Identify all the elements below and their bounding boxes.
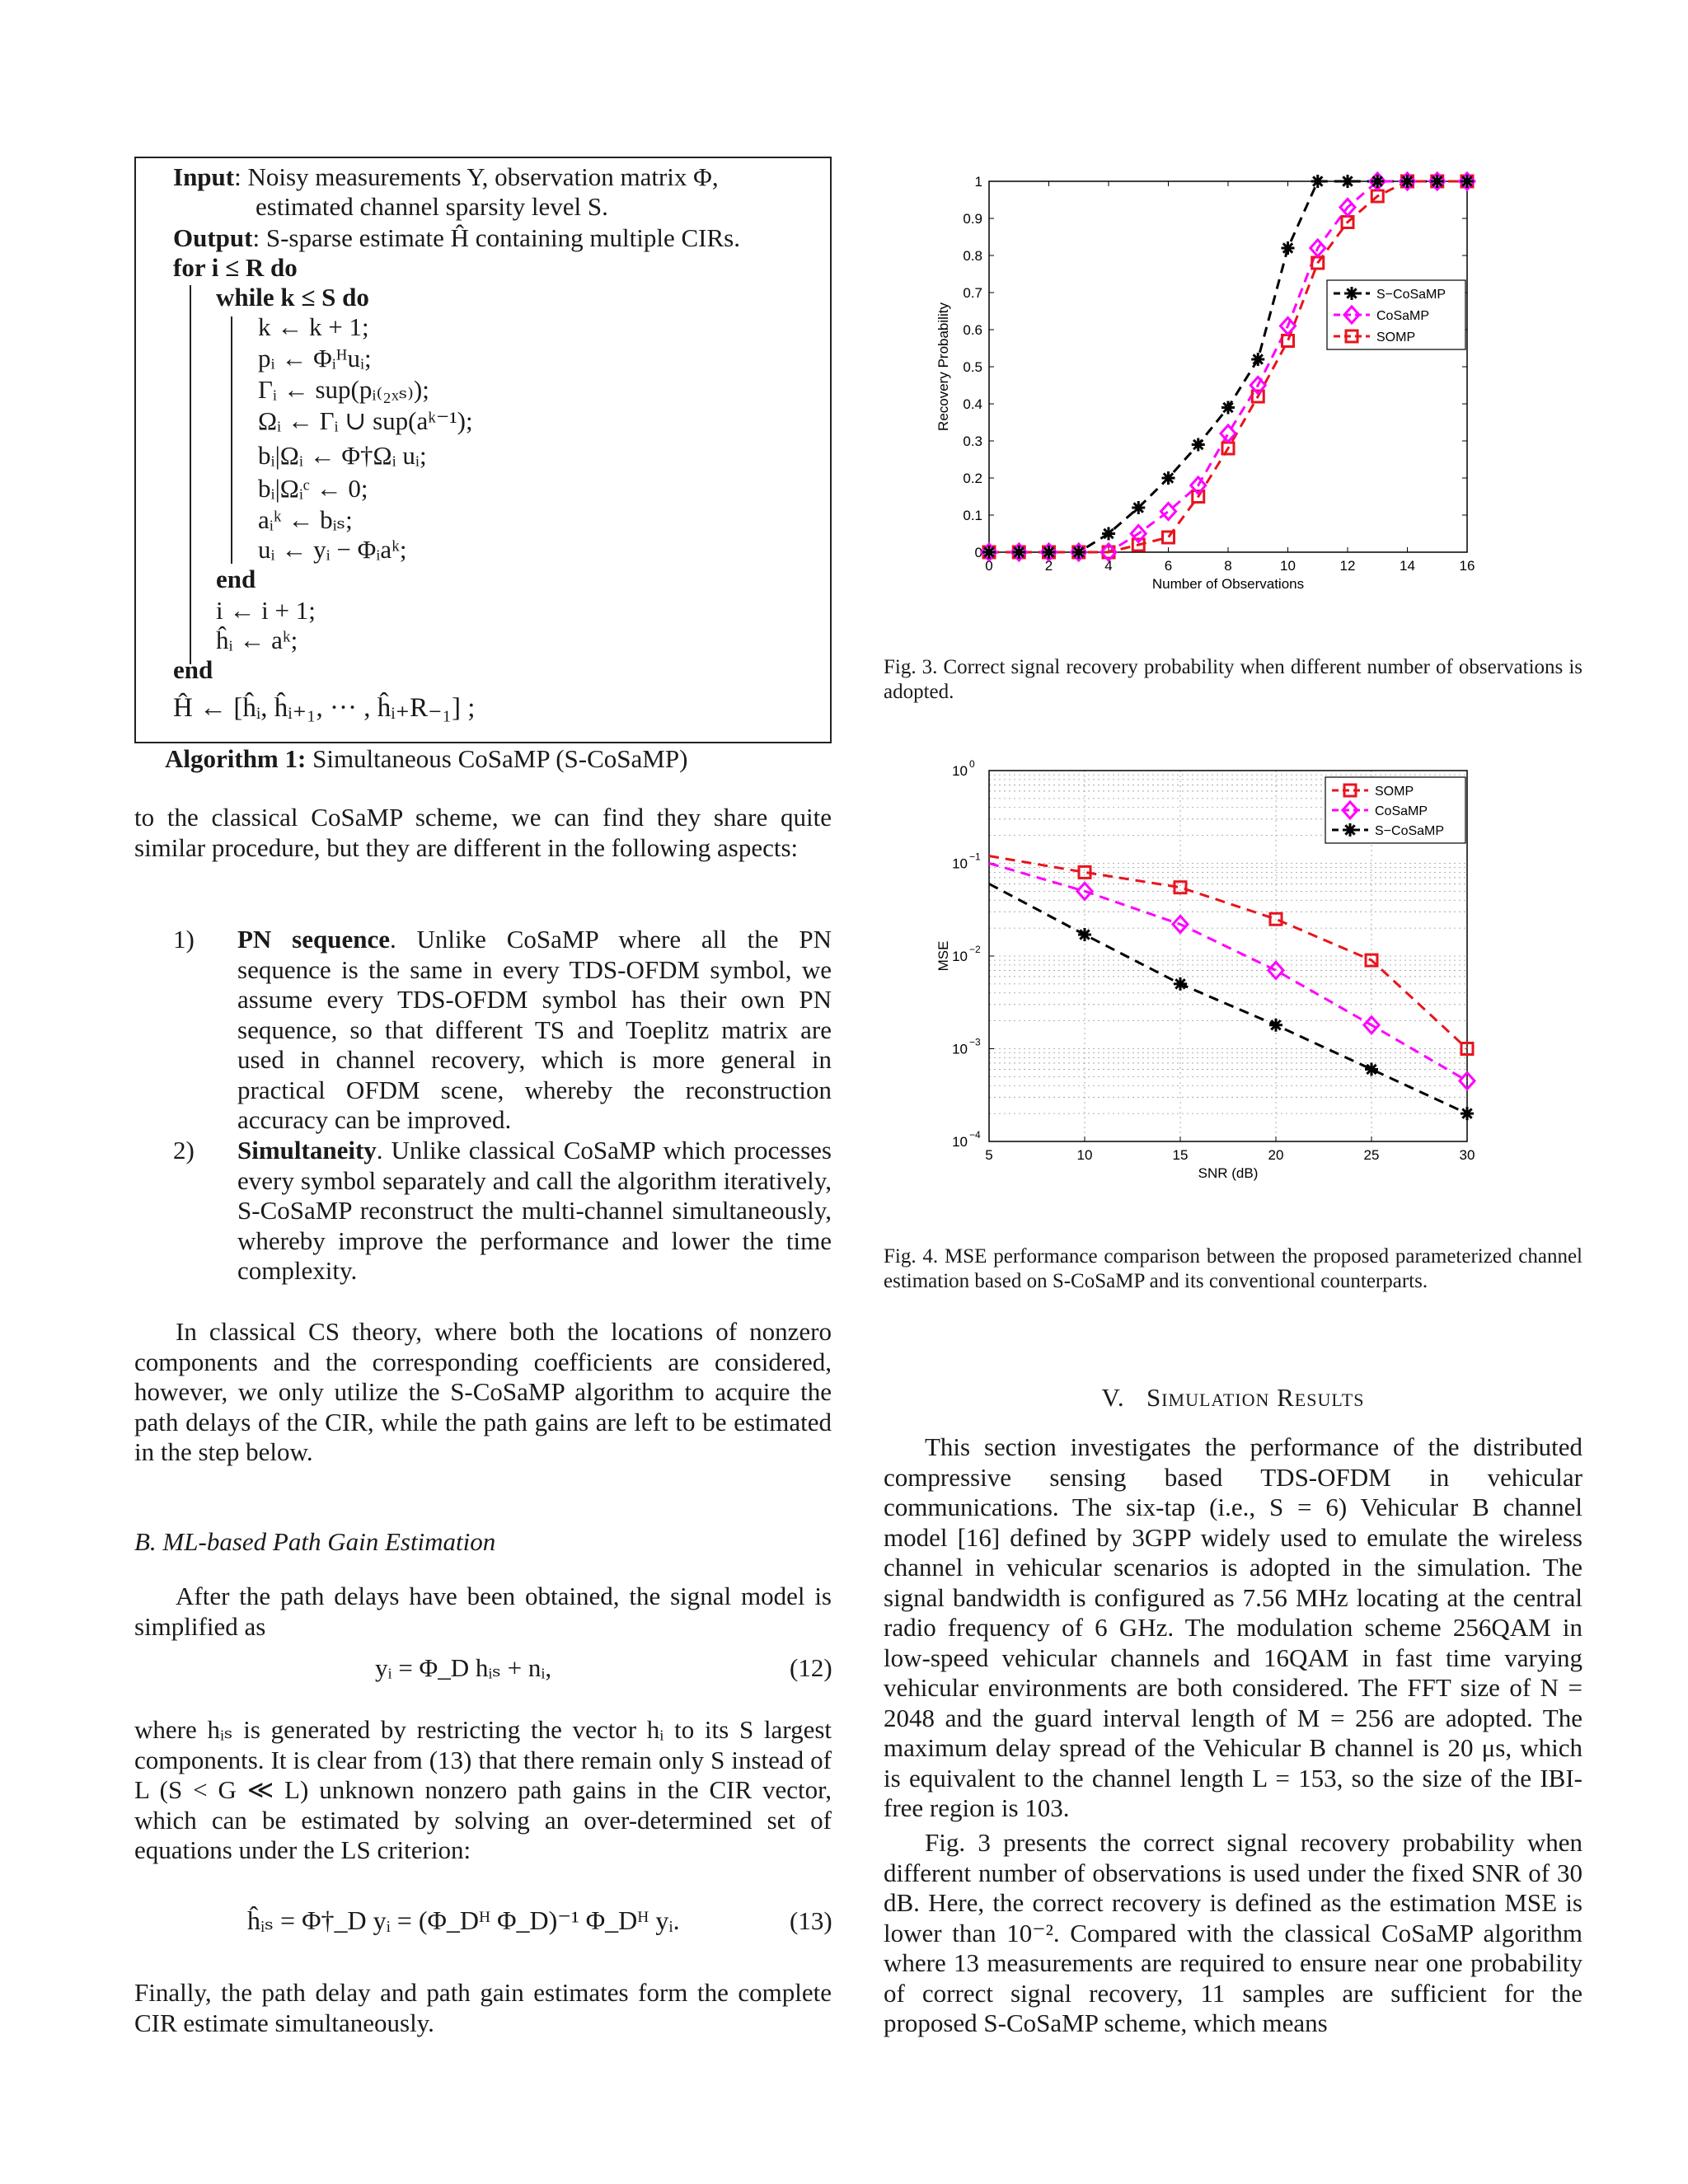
fig3-xtick-label: 0: [985, 558, 993, 574]
alg-after-1: i ← i + 1;: [216, 596, 316, 625]
fig3-point-star: [1162, 471, 1175, 485]
fig4-legend-label: SOMP: [1375, 785, 1414, 799]
section-number: V.: [1101, 1383, 1125, 1412]
alg-line-2: pᵢ ← Φᵢᴴuᵢ;: [258, 344, 372, 373]
fig4-xtick-label: 15: [1172, 1147, 1189, 1163]
fig4-point-star: [1174, 977, 1187, 991]
fig3-xtick-label: 4: [1104, 558, 1113, 574]
fig4-ytick-exponent: −4: [969, 1129, 981, 1141]
fig4-point-star: [1078, 928, 1091, 941]
fig3-point-star: [1311, 175, 1325, 188]
fig4-legend-label: CoSaMP: [1375, 804, 1428, 818]
fig4-point-star: [1269, 1019, 1282, 1032]
fig4-legend-marker: [1343, 823, 1357, 837]
fig4-ytick-exponent: −1: [969, 851, 981, 863]
list-item-2-text: . Unlike classical CoSaMP which processes every symbol separately and call the algorithm iteratively, S-CoSaMP reconstruct the multi-channel simultaneously, whereby improve the performance and lower the time complexity.: [237, 1136, 832, 1285]
fig3-ytick-label: 0: [974, 545, 982, 560]
fig3-point-star: [1341, 175, 1354, 188]
right-paragraph-1: This section investigates the performance of the distributed compressive sensing based TDS-OFDM in vehicular communications. The six-tap (i.e., S = 6) Vehicular B channel model [16] defined by 3GPP widely used to emulate the wireless channel in vehicular scenarios is adopted in the simulation. The signal bandwidth is configured as 7.56 MHz locating at the central radio frequency of 6 GHz. The modulation scheme 256QAM in low-speed vehicular channels and 16QAM in fast time varying vehicular environments are both considered. The FFT size of N = 2048 and the guard interval length of M = 256 are adopted. The maximum delay spread of the Vehicular B channel is 20 μs, which is equivalent to the channel length L = 153, so the size of the IBI-free region is 103.: [884, 1432, 1582, 1822]
fig4-point-star: [1365, 1062, 1378, 1076]
left-paragraph-1: to the classical CoSaMP scheme, we can find they share quite similar procedure, but they are different in the following aspects:: [134, 803, 832, 862]
fig4-ytick-label: 10: [952, 1134, 968, 1150]
fig4-xtick-label: 30: [1459, 1147, 1475, 1163]
fig4-ytick-label: 10: [952, 855, 968, 872]
alg-output-label: Output: [173, 223, 253, 252]
alg-input-line: [173, 163, 719, 191]
fig3-legend-label: SOMP: [1376, 330, 1416, 344]
fig3-point-star: [1401, 175, 1414, 188]
list-num-2: 2): [173, 1136, 195, 1165]
fig3-point-star: [1282, 241, 1295, 255]
equation-13-number: (13): [790, 1906, 832, 1935]
alg-output-text: : S-sparse estimate Ĥ containing multiple CIRs.: [252, 223, 740, 252]
alg-for-bar: [190, 285, 191, 664]
figure-3-chart: [931, 157, 1508, 618]
fig3-point-star: [1461, 175, 1474, 188]
alg-for-line: for i ≤ R do: [173, 253, 298, 282]
list-item-2-title: Simultaneity: [237, 1136, 377, 1165]
fig3-point-star: [982, 546, 996, 559]
fig3-ytick-label: 0.7: [963, 285, 982, 301]
fig3-point-star: [1431, 175, 1444, 188]
equation-12: yᵢ = Φ_D hᵢₛ + nᵢ,: [375, 1653, 552, 1682]
fig3-legend-marker: [1345, 287, 1358, 300]
fig4-xtick-label: 20: [1268, 1147, 1284, 1163]
fig3-point-star: [1251, 353, 1264, 366]
fig4-point-star: [1461, 1107, 1474, 1120]
fig3-xtick-label: 10: [1280, 558, 1296, 574]
fig3-point-star: [1072, 546, 1085, 559]
fig3-xtick-label: 12: [1339, 558, 1356, 574]
alg-caption: [165, 745, 687, 773]
fig4-ytick-label: 10: [952, 949, 968, 964]
alg-output-line: [173, 224, 740, 252]
fig3-xtick-label: 14: [1400, 558, 1415, 574]
right-paragraph-2: Fig. 3 presents the correct signal recovery probability when different number of observations is used under the fixed SNR of 30 dB. Here, the correct recovery is defined as the estimation MSE is lower than 10⁻². Compared with the classical CoSaMP algorithm where 13 measurements are required to ensure near one probability of correct signal recovery, 11 samples are sufficient for the proposed S-CoSaMP scheme, which means: [884, 1828, 1582, 2037]
alg-end-outer: end: [173, 655, 213, 684]
alg-caption-text: Simultaneous CoSaMP (S-CoSaMP): [306, 744, 688, 773]
figure-4-caption: Fig. 4. MSE performance comparison between the proposed parameterized channel estimation based on S-CoSaMP and its conventional counterparts.: [884, 1245, 1582, 1292]
alg-input-label: Input: [173, 162, 235, 191]
fig3-ytick-label: 0.6: [963, 322, 982, 338]
fig3-ytick-label: 0.8: [963, 248, 982, 264]
figure-3-caption: Fig. 3. Correct signal recovery probability when different number of observations is adopted.: [884, 656, 1582, 703]
fig3-point-star: [1012, 546, 1025, 559]
left-paragraph-3: After the path delays have been obtained, the signal model is simplified as: [134, 1582, 832, 1641]
left-paragraph-4: where hᵢₛ is generated by restricting the vector hᵢ to its S largest components. It is clear from (13) that there remain only S instead of L (S < G ≪ L) unknown nonzero path gains in the CIR vector, which can be estimated by solving an over-determined set of equations under the LS criterion:: [134, 1715, 832, 1864]
alg-while-line: while k ≤ S do: [216, 283, 369, 312]
alg-line-7: aᵢᵏ ← bᵢₛ;: [258, 505, 353, 534]
alg-line-1: k ← k + 1;: [258, 312, 369, 341]
fig3-ytick-label: 0.1: [963, 508, 982, 523]
fig3-legend-label: CoSaMP: [1376, 309, 1430, 323]
list-item-1: [237, 925, 832, 1136]
equation-12-number: (12): [790, 1653, 832, 1682]
fig4-ytick-exponent: −2: [969, 944, 981, 955]
alg-line-4: Ωᵢ ← Γᵢ ∪ sup(aᵏ⁻¹);: [258, 406, 473, 435]
fig4-xlabel: SNR (dB): [1198, 1165, 1259, 1181]
fig3-ytick-label: 0.9: [963, 211, 982, 227]
fig3-ytick-label: 0.2: [963, 471, 982, 486]
alg-line-5: bᵢ|Ωᵢ ← Φ†Ωᵢ uᵢ;: [258, 441, 427, 470]
fig3-ytick-label: 0.3: [963, 434, 982, 449]
fig3-xtick-label: 2: [1044, 558, 1053, 574]
fig3-point-star: [1102, 527, 1115, 541]
fig4-xtick-label: 10: [1076, 1147, 1093, 1163]
alg-line-3: Γᵢ ← sup(pᵢ₍₂ₓₛ₎);: [258, 375, 429, 404]
fig3-legend-label: S−CoSaMP: [1376, 288, 1447, 302]
list-num-1: 1): [173, 925, 195, 954]
list-item-2: [237, 1136, 832, 1286]
subsection-title: B. ML-based Path Gain Estimation: [134, 1527, 496, 1556]
alg-final-line: Ĥ ← [ĥᵢ, ĥᵢ₊₁, ··· , ĥᵢ₊R₋₁] ;: [173, 693, 476, 723]
alg-line-6: bᵢ|Ωᵢᶜ ← 0;: [258, 474, 368, 503]
fig4-ylabel: MSE: [935, 940, 951, 972]
fig3-point-star: [1132, 501, 1145, 514]
fig3-ytick-label: 0.5: [963, 359, 982, 375]
alg-line-8: uᵢ ← yᵢ − Φᵢaᵏ;: [258, 535, 407, 564]
alg-input-line2: estimated channel sparsity level S.: [256, 192, 608, 221]
fig3-xtick-label: 16: [1459, 558, 1475, 574]
fig3-point-star: [1043, 546, 1056, 559]
equation-13: ĥᵢₛ = Φ†_D yᵢ = (Φ_Dᴴ Φ_D)⁻¹ Φ_Dᴴ yᵢ.: [247, 1905, 680, 1935]
fig3-ytick-label: 0.4: [963, 396, 982, 412]
fig3-xlabel: Number of Observations: [1151, 576, 1305, 592]
alg-caption-label: Algorithm 1:: [165, 744, 307, 773]
fig3-point-star: [1371, 175, 1384, 188]
fig4-xtick-label: 5: [985, 1147, 993, 1163]
left-paragraph-5: Finally, the path delay and path gain estimates form the complete CIR estimate simultaneously.: [134, 1978, 832, 2037]
list-item-1-title: PN sequence: [237, 925, 390, 954]
section-title: Simulation Results: [1146, 1383, 1365, 1412]
alg-end-inner: end: [216, 565, 256, 593]
fig3-point-star: [1192, 438, 1205, 452]
fig4-xtick-label: 25: [1363, 1147, 1380, 1163]
fig3-ytick-label: 1: [974, 174, 982, 190]
fig3-point-star: [1221, 401, 1235, 415]
fig4-ytick-exponent: −3: [969, 1036, 981, 1048]
fig3-xtick-label: 8: [1224, 558, 1232, 574]
alg-while-bar: [231, 316, 232, 564]
fig3-xtick-label: 6: [1164, 558, 1173, 574]
fig4-ytick-exponent: 0: [969, 758, 975, 770]
fig4-legend-label: S−CoSaMP: [1375, 824, 1445, 838]
left-paragraph-2: In classical CS theory, where both the locations of nonzero components and the corresponding coefficients are considered, however, we only utilize the S-CoSaMP algorithm to acquire the path delays of the CIR, while the path gains are left to be estimated in the step below.: [134, 1317, 832, 1466]
section-heading: [884, 1383, 1582, 1413]
alg-after-2: ĥᵢ ← aᵏ;: [216, 626, 298, 654]
fig3-ylabel: Recovery Probability: [935, 302, 951, 431]
fig4-ytick-label: 10: [952, 763, 968, 779]
figure-4-chart: [931, 754, 1508, 1216]
list-item-1-text: . Unlike CoSaMP where all the PN sequence is the same in every TDS-OFDM symbol, we assume every TDS-OFDM symbol has their own PN sequence, so that different TS and Toeplitz matrix are used in channel recovery, which is more general in practical OFDM scene, whereby the reconstruction accuracy can be improved.: [237, 925, 832, 1134]
alg-input-text: : Noisy measurements Y, observation matrix Φ,: [234, 162, 719, 191]
fig4-ytick-label: 10: [952, 1041, 968, 1057]
